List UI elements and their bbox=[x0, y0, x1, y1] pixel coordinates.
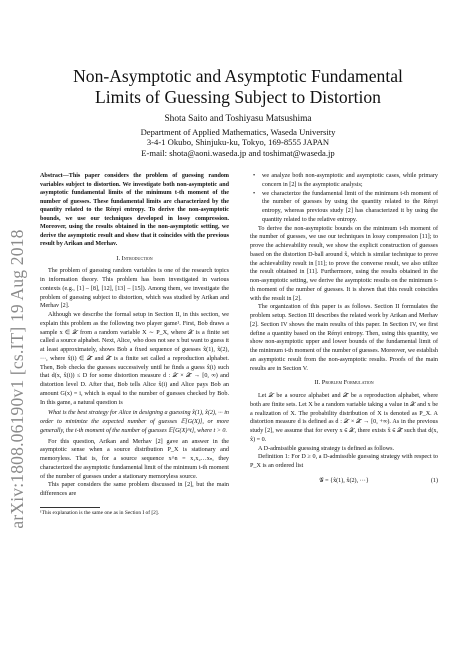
intro-paragraph-6: The organization of this paper is as follows. Section II formulates the problem setup. Section III describes the related work by Arikan and Merhav [2]. Section IV shows the main results of this paper. In Section IV, we first define a quantity based on the Rényi entropy. Then, using this quantity, we show non-asymptotic upper and lower bounds of the fundamental limit of the minimum t-th moment of the number of guesses. Moreover, we establish an asymptotic result from the non-asymptotic results. Proofs of the main results are in Section V. bbox=[250, 304, 438, 372]
author-names: Shota Saito and Toshiyasu Matsushima bbox=[164, 114, 312, 124]
arxiv-stamp: arXiv:1808.06190v1 [cs.IT] 19 Aug 2018 bbox=[7, 229, 27, 529]
problem-paragraph-2: A D-admissible guessing strategy is defined as follows. bbox=[258, 445, 395, 452]
left-column bbox=[40, 172, 229, 517]
title-line-1: Non-Asymptotic and Asymptotic Fundamental bbox=[73, 66, 403, 86]
intro-paragraph-4: This paper considers the same problem discussed in [2], but the main differences are bbox=[40, 482, 229, 497]
email: E-mail: shota@aoni.waseda.jp and toshimat@waseda.jp bbox=[141, 147, 335, 158]
list-item: • we analyze both non-asymptotic and asymptotic cases, while primary concern in [2] is the asymptotic analysis; bbox=[250, 172, 438, 190]
footnote-divider bbox=[40, 507, 100, 508]
paper-title bbox=[40, 66, 436, 108]
section-heading-problem-formulation: II. Problem Formulation bbox=[314, 379, 374, 387]
affiliation: Department of Applied Mathematics, Waseda University bbox=[140, 126, 336, 137]
intro-paragraph-2: Although we describe the formal setup in Section II, in this section, we explain this problem as the following two player game¹. First, Bob draws a sample x ∈ 𝒳 from a random variable X ∼ P_X, where 𝒳 is a finite set called a source alphabet. Next, Alice, who does not see x but want to guess it at least approximately, shows Bob a fixed sequence of guesses x̂(1), x̂(2), ···, where x̂(i) ∈ 𝒳̂ and 𝒳̂ is a finite set called a reproduction alphabet. Then, Bob checks the guesses successively until he finds a guess x̂(i) such that d(x, x̂(i)) ≤ D for some distortion measure d : 𝒳 × 𝒳̂ → [0, ∞) and distortion level D. After that, Bob tells Alice x̂(i) and Alice pays Bob an amount G(x) = i, which is equal to the number of guesses checked by Bob. In this game, a natural question is bbox=[40, 312, 229, 406]
abstract: Abstract—This paper considers the problem of guessing random variables subject to distortion. We investigate both non-asymptotic and asymptotic fundamental limits of the minimum t-th moment of the number of guesses. These fundamental limits are characterized by the quantity related to the Rényi entropy. To derive the non-asymptotic bounds, we use our techniques developed in lossy compression. Moreover, using the results obtained in the non-asymptotic setting, we derive the asymptotic result and show that it coincides with the previous result by Arikan and Merhav. bbox=[40, 173, 229, 247]
right-column bbox=[250, 172, 438, 492]
intro-paragraph-5: To derive the non-asymptotic bounds on the minimum t-th moment of the number of guesses, we use our techniques in lossy compression [11]; to prove the achievability result, we show the explicit construction of guesses based on the distortion D-ball around x̂, which is similar technique to prove the achievability result in [11]; to prove the converse result, we also utilize the result obtained in [11]. Furthermore, using the results obtained in the non-asymptotic setting, we derive the asymptotic results on the minimum t-th moment of the number of guesses. It is shown that this result coincides with the result in [2]. bbox=[250, 225, 438, 302]
title-line-2: Limits of Guessing Subject to Distortion bbox=[95, 87, 381, 107]
problem-paragraph-1: Let 𝒳 be a source alphabet and 𝒳̂ be a reproduction alphabet, where both are finite sets. Let X be a random variable taking a value in 𝒳 and x be a realization of X. The probability distribution of X is denoted as P_X. A distortion measure d is defined as d : 𝒳 × 𝒳̂ → [0, +∞). As in the previous study [2], we assume that for every x ∈ 𝒳, there exists x̂ ∈ 𝒳̂ such that d(x, x̂) = 0. bbox=[250, 393, 438, 443]
definition-1: Definition 1: For D ≥ 0, a D-admissible guessing strategy with respect to P_X is an ordered list bbox=[250, 454, 438, 469]
footnote: ¹This explanation is the same one as in Section I of [2]. bbox=[40, 509, 159, 516]
equation-body: 𝒢 = {x̂(1), x̂(2), ···} bbox=[319, 477, 369, 484]
section-heading-introduction: I. Introduction bbox=[116, 254, 153, 262]
differences-list bbox=[250, 172, 438, 225]
list-item: • we characterize the fundamental limit of the minimum t-th moment of the number of guesses by using the quantity related to the Rényi entropy, whereas previous study [2] has characterized it by using the quantity related to the relative entropy. bbox=[250, 190, 438, 225]
research-question: What is the best strategy for Alice in designing a guessing x̂(1), x̂(2), ··· in order to minimize the expected number of guesses 𝔼[G(X)], or more generally, the t-th moment of the number of guesses 𝔼[G(X)^t], where t > 0. bbox=[40, 410, 229, 434]
author-block bbox=[40, 114, 436, 158]
equation-number: (1) bbox=[430, 477, 438, 484]
intro-paragraph-3: For this question, Arikan and Merhav [2] gave an answer in the asymptotic sense when a source distribution P_X is stationary and memoryless. That is, for a source sequence x^n = x₁x₂…xₙ, they characterized the asymptotic fundamental limit of the minimum t-th moment of the number of guesses under a stationary memoryless source. bbox=[40, 438, 229, 480]
intro-paragraph-1: The problem of guessing random variables is one of the research topics in information theory. This problem has been investigated in various contexts (e.g., [1] – [8], [12], [13] – [15]). Among them, we investigate the problem of guessing subject to distortion, which was studied by Arikan and Merhav [2]. bbox=[40, 268, 229, 310]
equation-1 bbox=[250, 477, 438, 486]
address: 3-4-1 Okubo, Shinjuku-ku, Tokyo, 169-8555 JAPAN bbox=[146, 137, 330, 148]
